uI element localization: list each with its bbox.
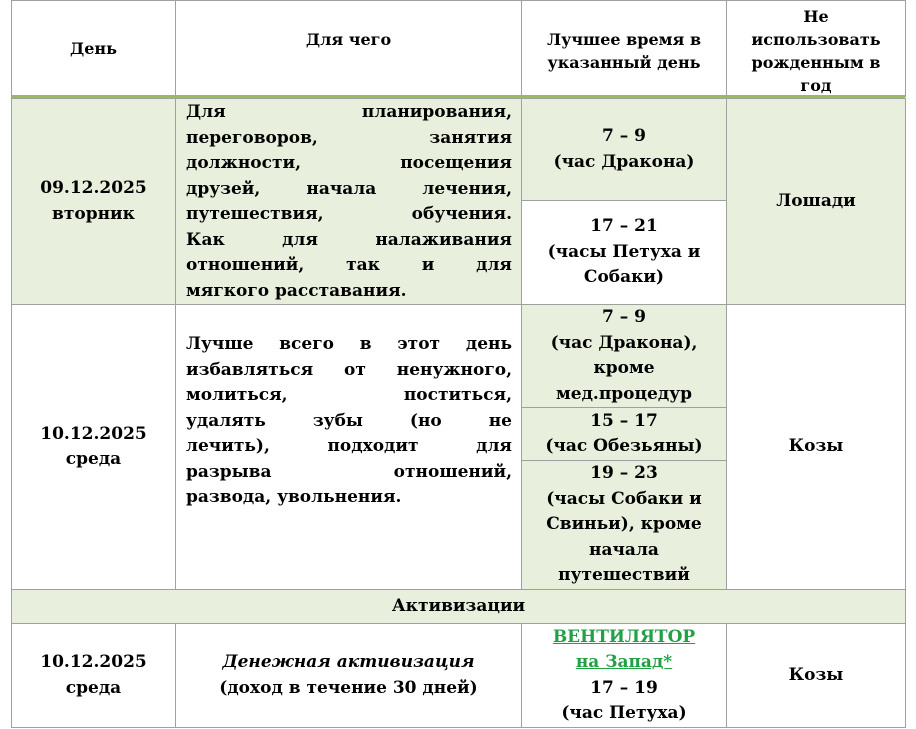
row2-time-1 [521,304,727,408]
header-best-time-line-2: указанный день [547,53,701,72]
row1-purpose-text [186,100,512,304]
row1-time-1-note: (час Дракона) [553,151,695,172]
header-best-time [521,0,727,97]
header-day-label: День [70,39,117,58]
header-purpose [175,0,522,97]
header-avoid-line-3: рожденным в [751,53,881,72]
row1-time-1-range: 7 – 9 [602,126,646,146]
row2-purpose-text [186,332,512,511]
header-best-time-line-1: Лучшее время в [546,30,702,49]
row2-time-1-range: 7 – 9 [602,307,646,327]
row1-time-2-note: (часы Петуха и [547,241,701,262]
activation-avoid: Козы [788,664,844,685]
header-avoid-line-4: год [800,76,832,95]
row2-time-3 [521,460,727,590]
activations-title: Активизации [391,595,526,616]
row2-time-2-range: 15 – 17 [590,410,658,431]
row1-time-2 [521,200,727,305]
row2-weekday: среда [65,449,122,469]
row1-purpose-line: мягкого расставания. [186,280,407,301]
row2-time-3-note: путешествий [558,565,690,586]
activation-avoid-cell [726,623,906,728]
row2-avoid-cell [726,304,906,590]
row1-purpose-line: Как для налаживания [186,229,512,250]
header-purpose-label: Для чего [305,30,392,49]
row1-date: 09.12.2025 [40,178,147,198]
row2-time-3-note: начала [589,539,659,560]
row2-purpose-line: удалять зубы (но не [186,410,512,431]
activation-date: 10.12.2025 [40,652,147,672]
row2-time-3-note: Свиньи), кроме [546,514,702,535]
row2-avoid: Козы [788,436,844,457]
row2-date: 10.12.2025 [40,423,147,444]
row2-day-cell [11,304,176,590]
activation-purpose-title: Денежная активизация [222,652,475,672]
header-day [11,0,176,97]
row2-time-1-note: (час Дракона), [550,332,698,353]
row1-weekday: вторник [52,203,135,224]
activation-purpose-note: (доход в течение 30 дней) [219,677,478,698]
row1-purpose-line: путешествия, обучения. [186,204,512,224]
row2-time-2 [521,407,727,461]
ventilator-direction-link[interactable]: на Запад* [575,652,673,672]
row2-purpose-line: избавляться от ненужного, [186,359,512,380]
activation-time-range: 17 – 19 [590,677,658,698]
activation-weekday: среда [65,677,122,698]
activation-day-cell [11,623,176,728]
row1-purpose-line: переговоров, занятия [186,127,512,148]
row1-purpose-cell [175,98,522,305]
row2-time-3-range: 19 – 23 [590,463,658,484]
row2-time-1-note: кроме [593,358,655,378]
row1-purpose-line: отношений, так и для [186,255,512,275]
row2-purpose-line: лечить), подходит для [186,436,512,456]
header-avoid [726,0,906,97]
ventilator-link[interactable]: ВЕНТИЛЯТОР [552,626,696,647]
row2-purpose-line: разрыва отношений, [186,461,512,482]
row1-avoid-cell [726,98,906,305]
row2-time-1-note: мед.процедур [556,383,692,404]
row2-purpose-line: развода, увольнения. [186,487,402,507]
row1-time-1 [521,98,727,201]
row2-time-2-note: (час Обезьяны) [545,436,703,456]
activation-time-note: (час Петуха) [561,703,687,723]
row2-purpose-line: молиться, поститься, [186,385,512,405]
row2-time-3-note: (часы Собаки и [546,488,702,509]
row1-time-2-note: Собаки) [583,267,665,288]
row1-purpose-line: должности, посещения [186,153,512,173]
row1-avoid: Лошади [776,190,856,211]
activation-time-cell [521,623,727,728]
header-avoid-line-2: использовать [751,30,881,49]
row2-purpose-cell [175,304,522,590]
row1-purpose-line: Для планирования, [186,102,512,122]
activation-purpose-cell [175,623,522,728]
activations-header [11,589,906,624]
row2-purpose-line: Лучше всего в этот день [186,334,512,354]
row1-day-cell [11,98,176,305]
row1-purpose-line: друзей, начала лечения, [186,178,512,199]
header-avoid-line-1: Не [803,7,829,26]
row1-time-2-range: 17 – 21 [590,216,658,237]
